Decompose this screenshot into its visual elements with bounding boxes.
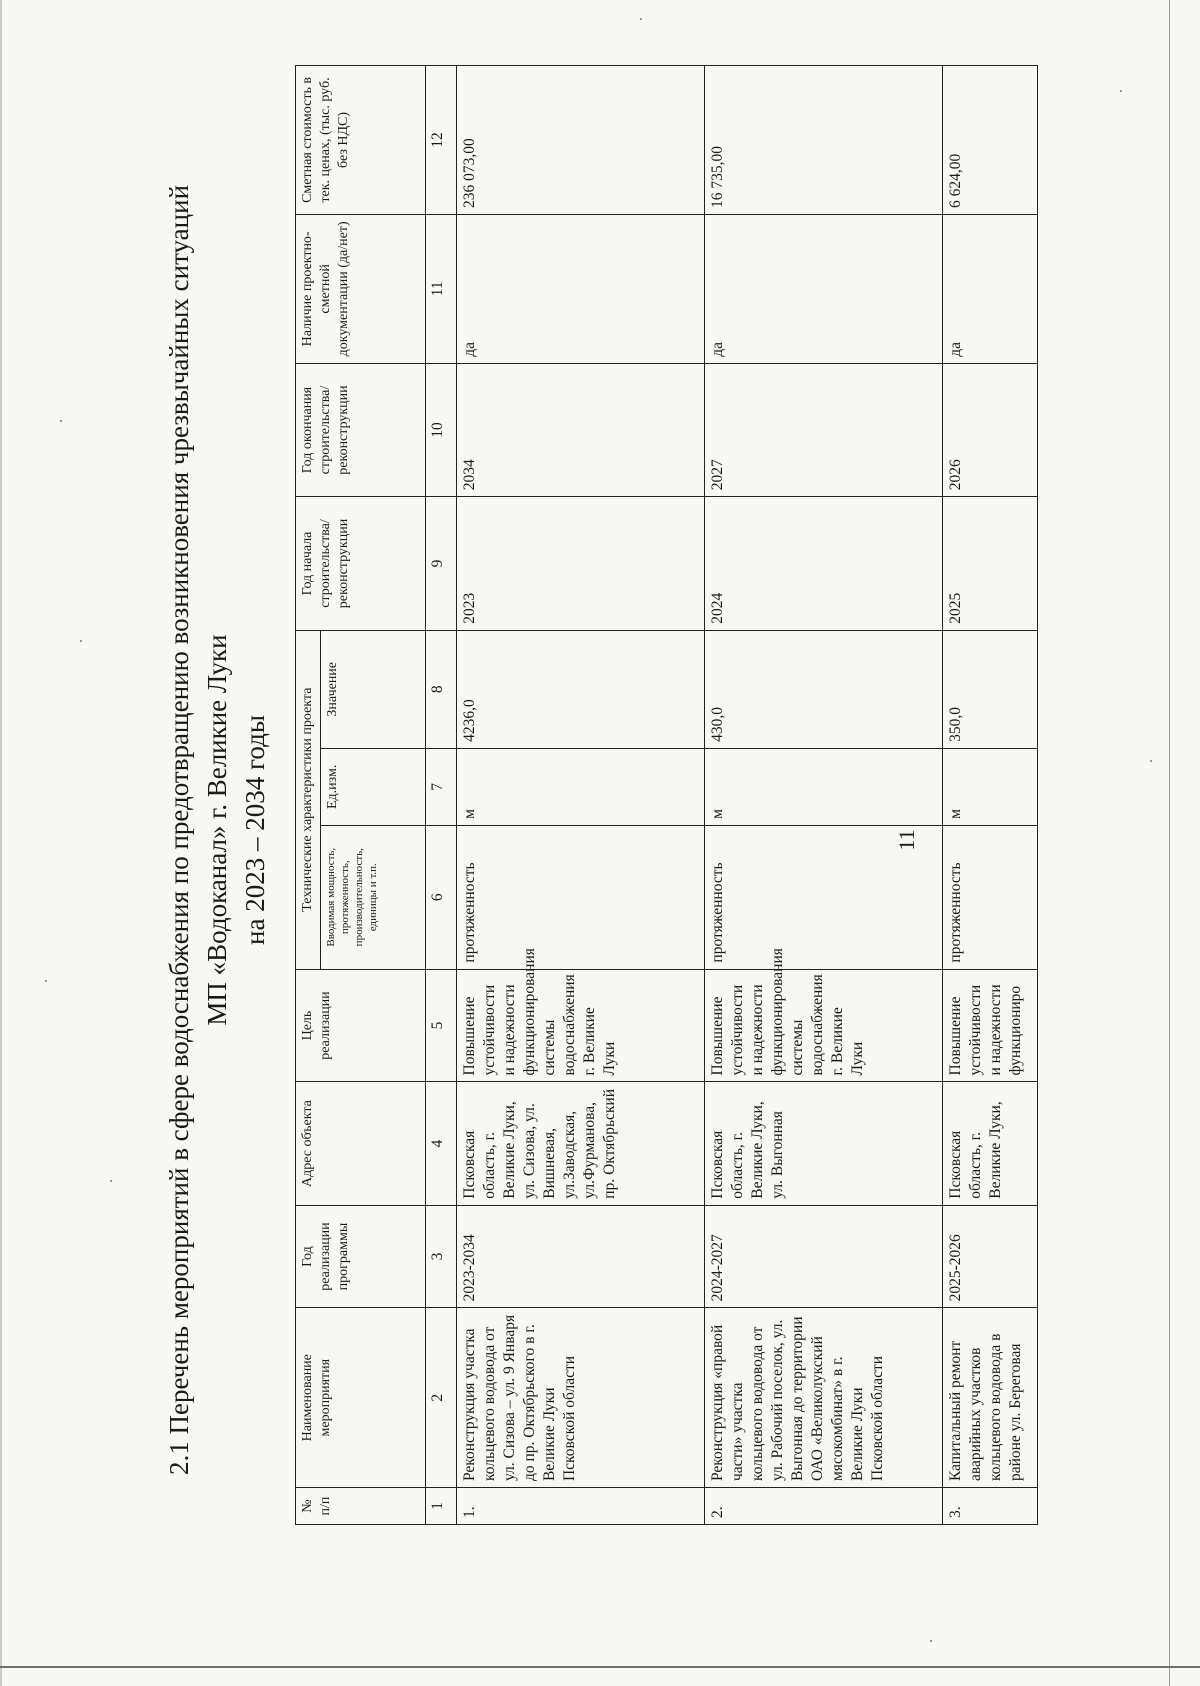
header-tech-param: Вводимая мощность, протяженность, производительность, единицы и т.п. <box>321 825 426 969</box>
cell-goal: Повышение устойчивости и надежности функционирования системы водоснабжения г. Великие Луки <box>705 969 943 1082</box>
scan-edge-bottom <box>0 1666 1200 1668</box>
scan-speck <box>110 1180 112 1182</box>
scan-speck <box>930 1640 932 1642</box>
header-tech-value: Значение <box>321 630 426 748</box>
header-name: Наименование мероприятия <box>296 1308 426 1488</box>
cell-start: 2024 <box>705 497 943 630</box>
document-heading <box>160 140 274 1520</box>
cell-name: Реконструкция участка кольцевого водовода от ул. Сизова – ул. 9 Января до пр. Октябрьского в г. Великие Луки Псковской области <box>457 1308 705 1488</box>
cell-start: 2025 <box>943 497 1038 630</box>
cell-unit: м <box>705 748 943 825</box>
cell-cost: 236 073,00 <box>457 66 705 215</box>
cell-cost: 16 735,00 <box>705 66 943 215</box>
cell-param: протяженность <box>705 825 943 969</box>
cell-name: Реконструкция «правой части» участка кольцевого водовода от ул. Рабочий поселок, ул. Выгонная до территории ОАО «Великолукский мясокомбинат» в г. Великие Луки Псковской области <box>705 1308 943 1488</box>
cell-year: 2025-2026 <box>943 1205 1038 1308</box>
header-start: Год начала строительства/ реконструкции <box>296 497 426 630</box>
header-end: Год окончания строительства/ реконструкции <box>296 363 426 496</box>
scan-speck <box>640 18 642 20</box>
column-number-row <box>426 66 457 1525</box>
header-tech: Технические характеристики проекта <box>296 630 321 969</box>
header-docs: Наличие проектно-сметной документации (да/нет) <box>296 214 426 363</box>
cell-end: 2034 <box>457 363 705 496</box>
col-number: 9 <box>426 497 457 630</box>
cell-no: 1. <box>457 1488 705 1525</box>
scan-edge-right <box>1169 0 1170 1686</box>
cell-unit: м <box>943 748 1038 825</box>
heading-line-1: 2.1 Перечень мероприятий в сфере водоснабжения по предотвращению возникновения чрезвычайных ситуаций <box>164 184 194 1476</box>
cell-unit: м <box>457 748 705 825</box>
header-goal: Цель реализации <box>296 969 426 1082</box>
col-number: 10 <box>426 363 457 496</box>
heading-line-2: МП «Водоканал» г. Великие Луки <box>202 634 232 1026</box>
scan-speck <box>45 980 47 982</box>
table-row <box>943 66 1038 1525</box>
heading-line-3: на 2023 – 2034 годы <box>240 715 270 945</box>
scan-speck <box>60 420 62 422</box>
cell-docs: да <box>457 214 705 363</box>
col-number: 6 <box>426 825 457 969</box>
col-number: 5 <box>426 969 457 1082</box>
header-cost: Сметная стоимость в тек. ценах, (тыс. руб. без НДС) <box>296 66 426 215</box>
cell-goal: Повышение устойчивости и надежности функциониро <box>943 969 1038 1082</box>
cell-value: 4236,0 <box>457 630 705 748</box>
cell-year: 2024-2027 <box>705 1205 943 1308</box>
scan-speck <box>80 640 82 642</box>
cell-address: Псковская область, г. Великие Луки, ул. Сизова, ул. Вишневая, ул.Заводская, ул.Фурманова, пр. Октябрьский <box>457 1082 705 1205</box>
cell-goal: Повышение устойчивости и надежности функционирования системы водоснабжения г. Великие Луки <box>457 969 705 1082</box>
scan-speck <box>1120 90 1122 92</box>
header-tech-unit: Ед.изм. <box>321 748 426 825</box>
col-number: 1 <box>426 1488 457 1525</box>
cell-name: Капитальный ремонт аварийных участков кольцевого водовода в районе ул. Береговая <box>943 1308 1038 1488</box>
page-number: 11 <box>894 829 919 851</box>
rotated-page-content <box>150 60 1110 1640</box>
col-number: 4 <box>426 1082 457 1205</box>
cell-cost: 6 624,00 <box>943 66 1038 215</box>
cell-start: 2023 <box>457 497 705 630</box>
col-number: 12 <box>426 66 457 215</box>
header-year: Год реализации программы <box>296 1205 426 1308</box>
cell-value: 350,0 <box>943 630 1038 748</box>
cell-address: Псковская область, г. Великие Луки, <box>943 1082 1038 1205</box>
col-number: 11 <box>426 214 457 363</box>
cell-param: протяженность <box>457 825 705 969</box>
cell-address: Псковская область, г. Великие Луки, ул. Выгонная <box>705 1082 943 1205</box>
table-header-row <box>296 66 321 1525</box>
scan-speck <box>1150 760 1152 762</box>
cell-docs: да <box>943 214 1038 363</box>
cell-end: 2026 <box>943 363 1038 496</box>
col-number: 3 <box>426 1205 457 1308</box>
scan-edge-left <box>0 0 2 1686</box>
header-no: № п/п <box>296 1488 426 1525</box>
cell-no: 3. <box>943 1488 1038 1525</box>
col-number: 8 <box>426 630 457 748</box>
cell-param: протяженность <box>943 825 1038 969</box>
cell-year: 2023-2034 <box>457 1205 705 1308</box>
cell-value: 430,0 <box>705 630 943 748</box>
cell-docs: да <box>705 214 943 363</box>
table-row <box>705 66 943 1525</box>
table-row <box>457 66 705 1525</box>
header-address: Адрес объекта <box>296 1082 426 1205</box>
col-number: 7 <box>426 748 457 825</box>
cell-no: 2. <box>705 1488 943 1525</box>
measures-table <box>295 65 1038 1525</box>
col-number: 2 <box>426 1308 457 1488</box>
cell-end: 2027 <box>705 363 943 496</box>
